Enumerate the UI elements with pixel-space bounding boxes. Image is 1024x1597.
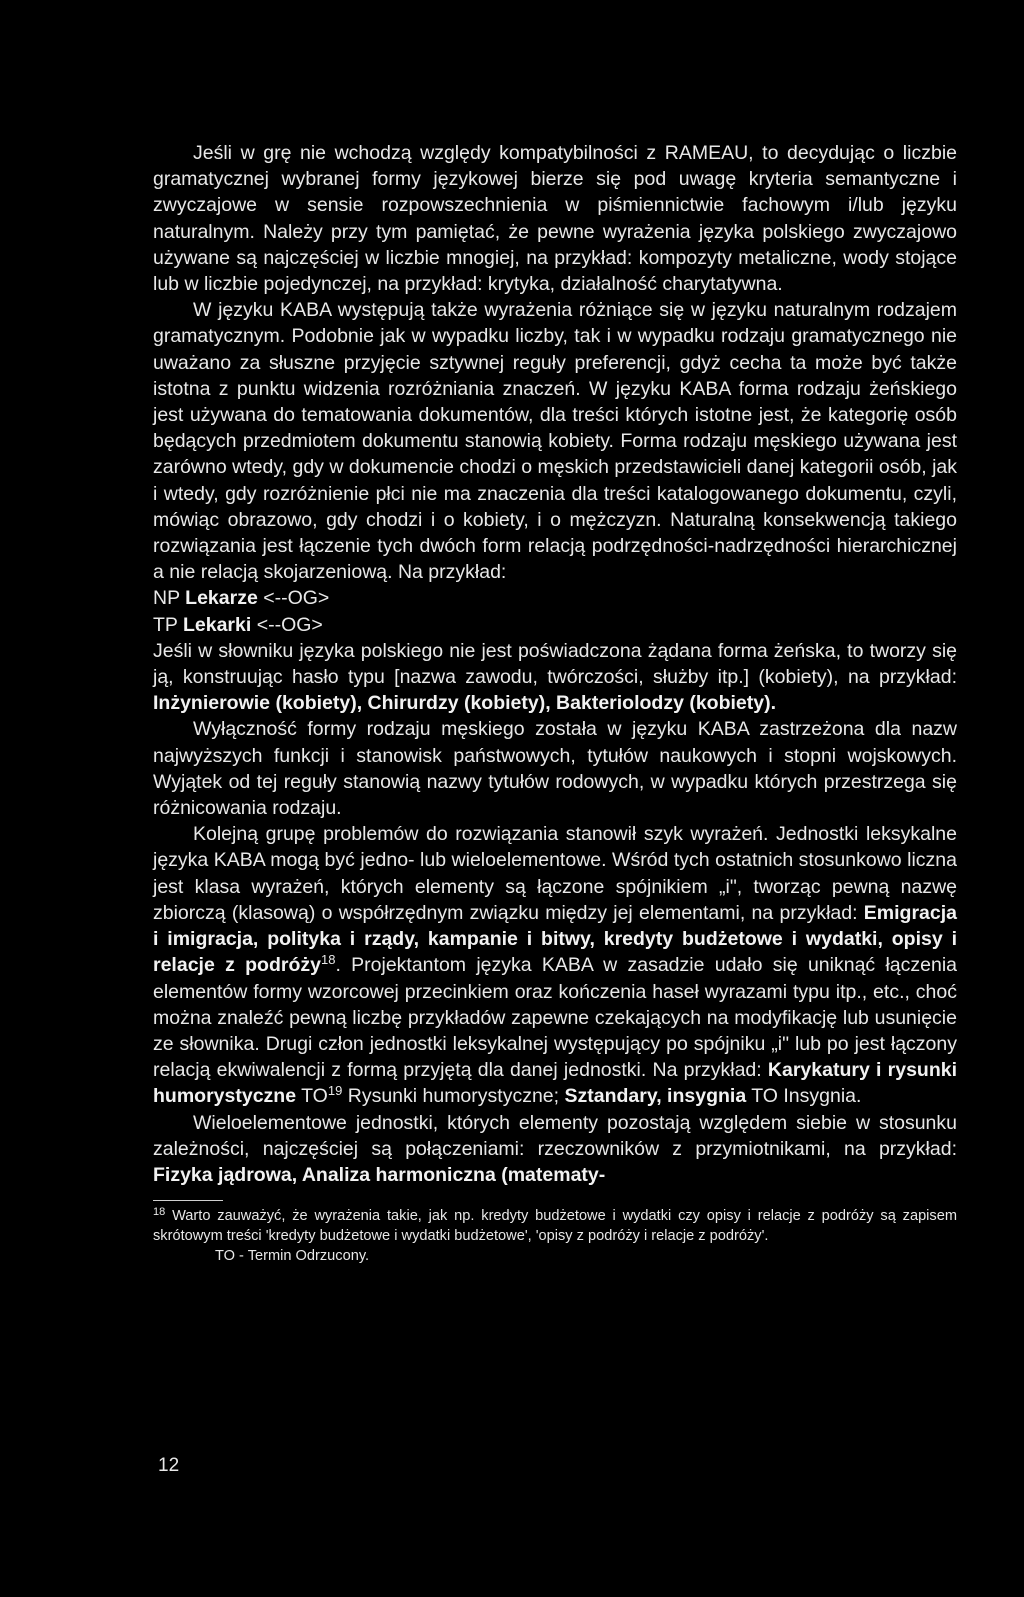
- example-line: [153, 585, 957, 611]
- paragraph-text: Jeśli w grę nie wchodzą względy kompatybilności z RAMEAU, to decydując o liczbie gramatycznej wybranej formy językowej bierze się pod uwagę kryteria semantyczne i zwyczajowe w sensie rozpowszechnienia w piśmiennictwie fachowym i/lub języku naturalnym. Należy przy tym pamiętać, że pewne wyrażenia języka polskiego zwyczajowo używane są najczęściej w liczbie mnogiej, na przykład: kompozyty metaliczne, wody stojące lub w liczbie pojedynczej, na przykład: krytyka, działalność charytatywna.: [153, 142, 957, 296]
- paragraph: [153, 1110, 957, 1189]
- relation-label: TO: [296, 1085, 328, 1108]
- footnote-19: [153, 1246, 957, 1266]
- paragraph-text: Wyłączność formy rodzaju męskiego została w języku KABA zastrzeżona dla nazw najwyższych funkcji i stanowisk państwowych, tytułów naukowych i stopni wojskowych. Wyjątek od tej reguły stanowią nazwy tytułów rodowych, w wypadku których przestrzega się różnicowania rodzaju.: [153, 718, 957, 820]
- footnote-mark: 18: [153, 1206, 166, 1218]
- example-term: Lekarki: [182, 613, 252, 636]
- footnote-ref: 18: [320, 952, 336, 968]
- footnote-divider: [153, 1200, 223, 1201]
- paragraph-text: . Projektantom języka KABA w zasadzie udało się uniknąć łączenia elementów formy wzorcowej przecinkiem oraz kończenia haseł wyrazami typu itp., etc., choć można znaleźć pewną liczbę przykładów zapewne czekających na modyfikację lub usunięcie ze słownika. Drugi człon jednostki leksykalnej występujący po spójniku „i" lub po jest łączony relacją ekwiwalencji z formą przyjętą dla danej jednostki. Na przykład:: [153, 954, 957, 1082]
- body-text: [153, 140, 957, 1188]
- paragraph: [153, 638, 957, 717]
- footnote-ref: 19: [327, 1083, 343, 1099]
- footnotes: [153, 1206, 957, 1266]
- example-term: Karykatury i rysunki humorystyczne: [153, 1059, 958, 1108]
- example-prefix: TP: [153, 613, 183, 636]
- paragraph-text: W języku KABA występują także wyrażenia różniące się w języku naturalnym rodzajem gramatycznym. Podobnie jak w wypadku liczby, tak i w wypadku rodzaju gramatycznego nie uważano za słuszne przyjęcie sztywnej reguły preferencji, gdyż cecha ta może być także istotna z punktu widzenia rozróżniania znaczeń. W języku KABA forma rodzaju żeńskiego jest używana do tematowania dokumentów, dla treści których istotne jest, że kategorię osób będących przedmiotem dokumentu stanowią kobiety. Forma rodzaju męskiego używana jest zarówno wtedy, gdy w dokumencie chodzi o męskich przedstawicieli danej kategorii osób, jak i wtedy, gdy rozróżnienie płci nie ma znaczenia dla treści katalogowanego dokumentu, czyli, mówiąc obrazowo, gdy chodzi i o kobiety, i o mężczyzn. Naturalną konsekwencją takiego rozwiązania jest łączenie tych dwóch form relacją podrzędności-nadrzędności hierarchicznej a nie relacją skojarzeniową. Na przykład:: [153, 299, 957, 584]
- footnote-text: Warto zauważyć, że wyrażenia takie, jak np. kredyty budżetowe i wydatki czy opisy i relacje z podróży są zapisem skrótowym treści 'kredyty budżetowe i wydatki budżetowe', 'opisy z podróży i relacje z podróży'.: [153, 1208, 957, 1244]
- example-terms: Emigracja i imigracja, polityka i rządy, kampanie i bitwy, kredyty budżetowe i wydatki, opisy i relacje z podróży: [153, 901, 957, 977]
- paragraph: [153, 140, 957, 297]
- paragraph: [153, 716, 957, 821]
- page-number: 12: [158, 1455, 180, 1476]
- paragraph-text: Wieloelementowe jednostki, których elementy pozostają względem siebie w stosunku zależności, najczęściej są połączeniami: rzeczowników z przymiotnikami, na przykład:: [153, 1111, 957, 1160]
- example-line: [153, 612, 957, 638]
- example-suffix: <--OG>: [251, 613, 323, 636]
- paragraph-text: Jeśli w słowniku języka polskiego nie jest poświadczona żądana forma żeńska, to tworzy się ją, konstruując hasło typu [nazwa zawodu, twórczości, służby itp.] (kobiety), na przykład:: [153, 639, 957, 689]
- footnote-text: TO - Termin Odrzucony.: [215, 1248, 370, 1264]
- example-term: Sztandary, insygnia: [564, 1085, 747, 1108]
- example-prefix: NP: [153, 587, 186, 610]
- paragraph: [153, 297, 957, 585]
- footnote-18: [153, 1206, 957, 1246]
- paragraph: [153, 821, 957, 1109]
- example-term: Lekarze: [185, 587, 258, 610]
- paragraph-text: Kolejną grupę problemów do rozwiązania stanowił szyk wyrażeń. Jednostki leksykalne języka KABA mogą być jedno- lub wieloelementowe. Wśród tych ostatnich stosunkowo liczna jest klasa wyrażeń, których elementy są łączone spójnikiem „i", tworząc pewną nazwę zbiorczą (klasową) o współrzędnym związku między jej elementami, na przykład:: [153, 823, 957, 924]
- paragraph-text: TO Insygnia.: [746, 1085, 862, 1108]
- example-terms: Inżynierowie (kobiety), Chirurdzy (kobiety), Bakteriolodzy (kobiety).: [153, 692, 777, 715]
- example-suffix: <--OG>: [257, 587, 330, 610]
- example-terms: Fizyka jądrowa, Analiza harmoniczna (matematy-: [153, 1163, 606, 1186]
- paragraph-text: Rysunki humorystyczne;: [342, 1085, 565, 1108]
